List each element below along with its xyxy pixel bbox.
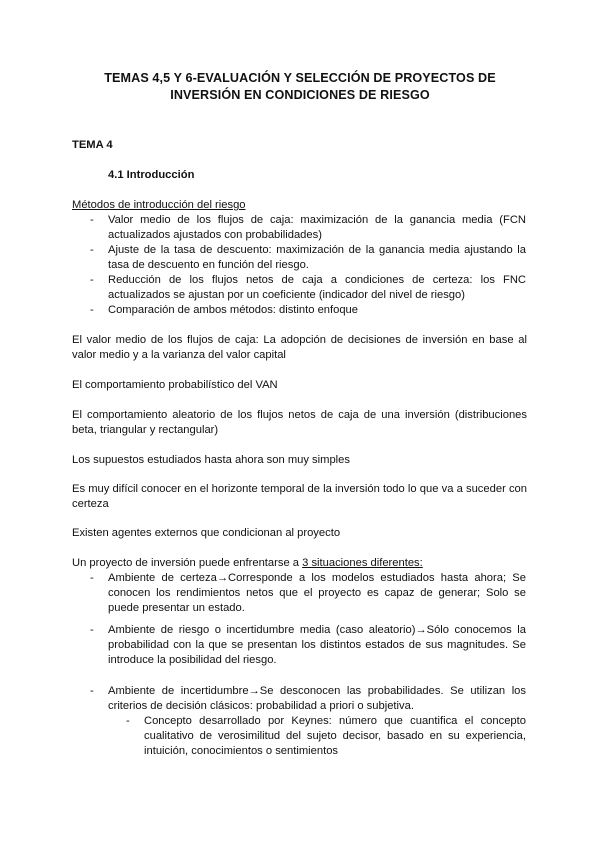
bullet-dash: - — [90, 304, 94, 316]
title-line-2: INVERSIÓN EN CONDICIONES DE RIESGO — [170, 87, 430, 102]
section-heading: 4.1 Introducción — [108, 169, 195, 181]
list-item: Comparación de ambos métodos: distinto enfoque — [108, 304, 359, 316]
situations-intro-underlined: 3 situaciones diferentes: — [302, 557, 423, 569]
list-item: Ambiente de incertidumbre→Se desconocen las probabilidades. Se utilizan los criterios de decisión clásicos: probabilidad a priori o subjetiva. — [108, 685, 526, 712]
bullet-dash: - — [90, 274, 94, 286]
tema-heading: TEMA 4 — [72, 139, 113, 151]
document-title — [60, 70, 540, 103]
bullet-dash: - — [90, 685, 94, 697]
bullet-dash: - — [90, 214, 94, 226]
paragraph: El valor medio de los flujos de caja: La adopción de decisiones de inversión en base al valor medio y a la varianza del valor capital — [72, 334, 527, 361]
title-line-1: TEMAS 4,5 Y 6-EVALUACIÓN Y SELECCIÓN DE PROYECTOS DE — [104, 71, 496, 85]
bullet-dash: - — [90, 572, 94, 584]
situations-intro-text: Un proyecto de inversión puede enfrentarse a — [72, 557, 303, 569]
methods-heading: Métodos de introducción del riesgo — [72, 199, 246, 211]
paragraph: Existen agentes externos que condicionan al proyecto — [72, 527, 341, 539]
bullet-dash: - — [126, 715, 130, 727]
bullet-dash: - — [90, 244, 94, 256]
paragraph: Es muy difícil conocer en el horizonte temporal de la inversión todo lo que va a suceder con certeza — [72, 483, 527, 510]
paragraph: El comportamiento aleatorio de los flujos netos de caja de una inversión (distribuciones beta, triangular y rectangular) — [72, 409, 527, 436]
list-item: Ambiente de riesgo o incertidumbre media (caso aleatorio)→Sólo conocemos la probabilidad con la que se presentan los distintos estados de sus magnitudes. Se introduce la posibilidad del riesgo. — [108, 624, 526, 666]
list-item: Ambiente de certeza→Corresponde a los modelos estudiados hasta ahora; Se conocen los rendimientos netos que el proyecto es capaz de generar; Solo se puede presentar un estado. — [108, 572, 526, 614]
paragraph: El comportamiento probabilístico del VAN — [72, 379, 278, 391]
situations-intro — [72, 556, 527, 571]
sub-list-item: Concepto desarrollado por Keynes: número que cuantifica el concepto cualitativo de verosimilitud del sujeto decisor, basado en su experiencia, intuición, conocimientos o sentimientos — [144, 715, 526, 757]
list-item: Valor medio de los flujos de caja: maximización de la ganancia media (FCN actualizados ajustados con probabilidades) — [108, 214, 526, 241]
list-item: Ajuste de la tasa de descuento: maximización de la ganancia media ajustando la tasa de descuento en función del riesgo. — [108, 244, 526, 271]
bullet-dash: - — [90, 624, 94, 636]
paragraph: Los supuestos estudiados hasta ahora son muy simples — [72, 454, 350, 466]
list-item: Reducción de los flujos netos de caja a condiciones de certeza: los FNC actualizados se ajustan por un coeficiente (indicador del nivel de riesgo) — [108, 274, 526, 301]
